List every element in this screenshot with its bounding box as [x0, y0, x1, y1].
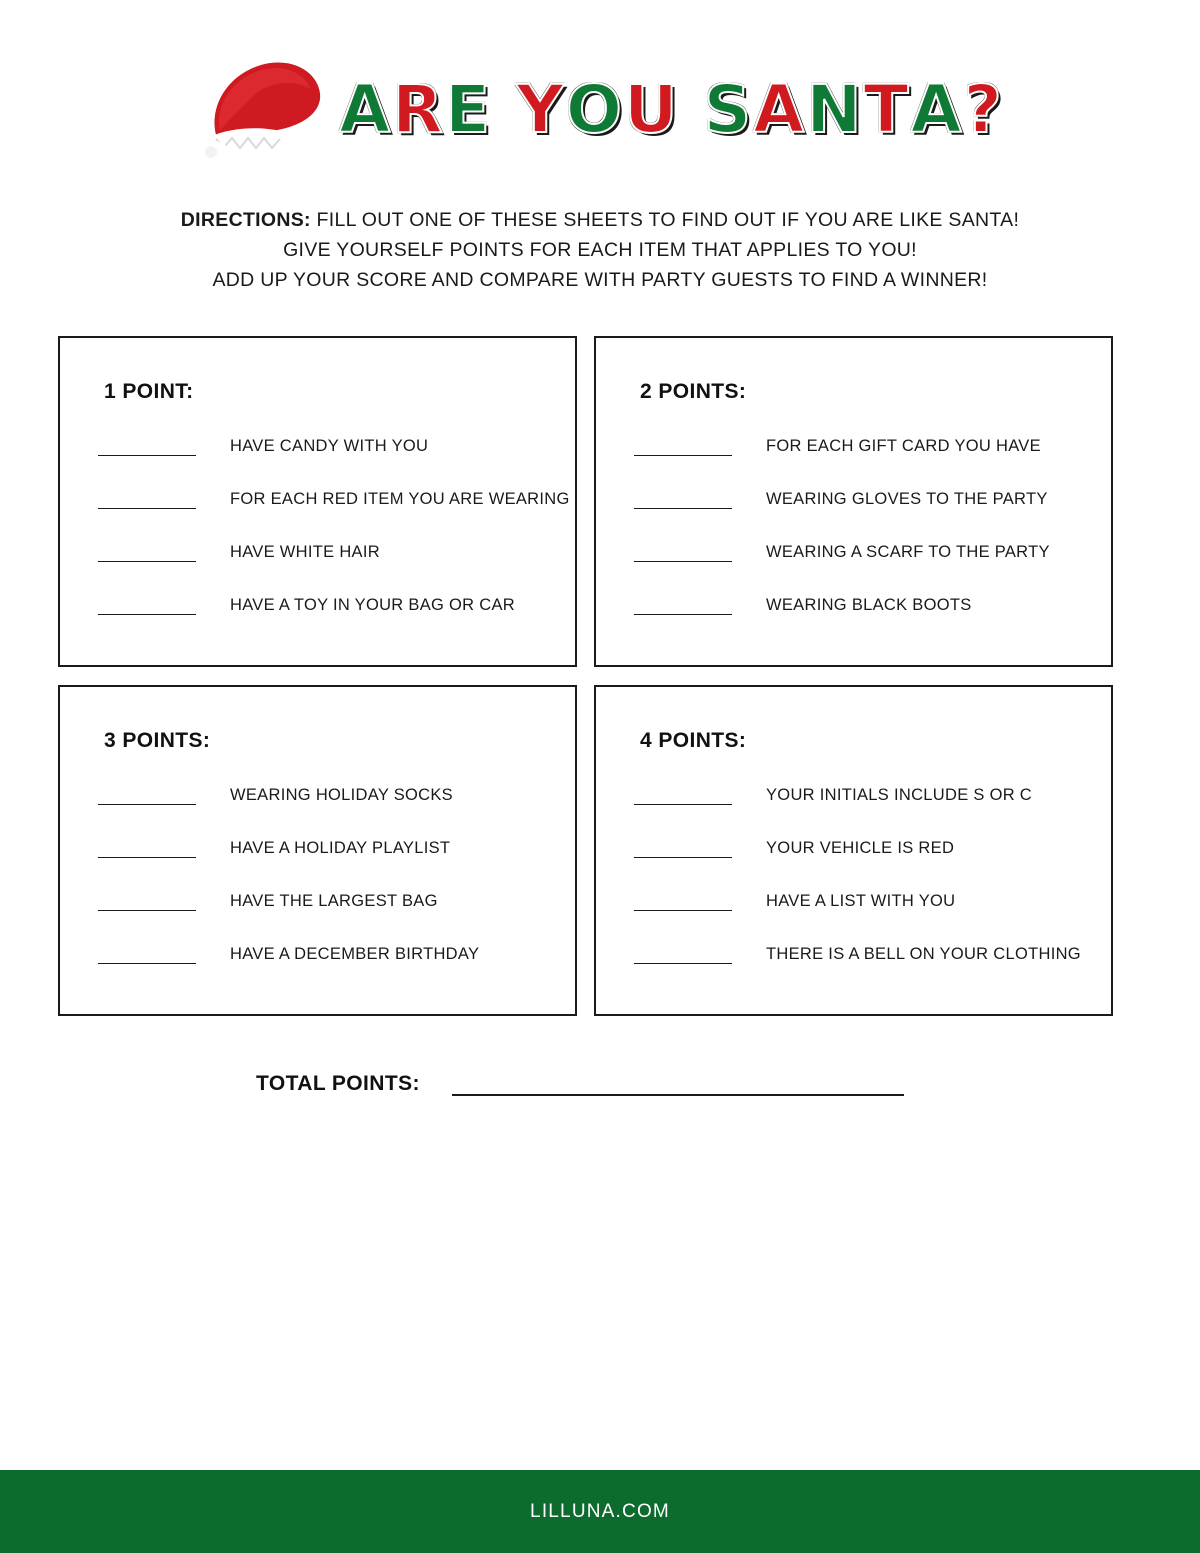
santa-hat-icon	[196, 53, 331, 173]
score-blank-input[interactable]	[98, 892, 196, 911]
score-blank-input[interactable]	[634, 543, 732, 562]
title-letter: A	[753, 71, 807, 148]
list-item-label: FOR EACH RED ITEM YOU ARE WEARING	[230, 490, 570, 508]
score-blank-input[interactable]	[98, 596, 196, 615]
points-card	[594, 336, 1113, 667]
title-letter: E	[445, 71, 493, 148]
total-points-label: TOTAL POINTS:	[256, 1072, 420, 1095]
list-item-label: WEARING GLOVES TO THE PARTY	[766, 490, 1048, 508]
list-item-label: HAVE A DECEMBER BIRTHDAY	[230, 945, 480, 963]
title-letter: R	[392, 71, 445, 148]
score-blank-input[interactable]	[98, 490, 196, 509]
score-blank-input[interactable]	[634, 490, 732, 509]
total-points-input[interactable]	[452, 1072, 904, 1096]
list-item	[98, 822, 561, 875]
list-item	[98, 875, 561, 928]
list-item	[634, 928, 1097, 981]
list-item	[634, 420, 1097, 473]
list-item-label: WEARING HOLIDAY SOCKS	[230, 786, 453, 804]
score-blank-input[interactable]	[634, 839, 732, 858]
list-item	[98, 769, 561, 822]
points-card-grid	[58, 336, 1114, 1016]
title-letter: N	[806, 71, 864, 148]
title-letter: U	[624, 71, 680, 148]
list-item-label: FOR EACH GIFT CARD YOU HAVE	[766, 437, 1041, 455]
card-rows	[634, 769, 1097, 981]
list-item-label: THERE IS A BELL ON YOUR CLOTHING	[766, 945, 1081, 963]
score-blank-input[interactable]	[634, 892, 732, 911]
score-blank-input[interactable]	[634, 437, 732, 456]
page-header	[0, 48, 1200, 178]
directions-line-1-text: FILL OUT ONE OF THESE SHEETS TO FIND OUT IF YOU ARE LIKE SANTA!	[310, 209, 1020, 231]
score-blank-input[interactable]	[98, 543, 196, 562]
page-title	[339, 71, 1004, 148]
list-item-label: WEARING A SCARF TO THE PARTY	[766, 543, 1050, 561]
title-letter: ?	[963, 71, 1004, 148]
list-item	[634, 579, 1097, 632]
list-item-label: HAVE CANDY WITH YOU	[230, 437, 429, 455]
card-title: 2 POINTS:	[640, 380, 747, 403]
title-letter: A	[339, 71, 393, 148]
title-letter: T	[863, 71, 911, 148]
list-item	[98, 420, 561, 473]
score-blank-input[interactable]	[98, 437, 196, 456]
list-item-label: HAVE THE LARGEST BAG	[230, 892, 438, 910]
score-blank-input[interactable]	[98, 945, 196, 964]
list-item-label: WEARING BLACK BOOTS	[766, 596, 972, 614]
score-blank-input[interactable]	[634, 596, 732, 615]
card-title: 3 POINTS:	[104, 729, 211, 752]
list-item-label: HAVE A HOLIDAY PLAYLIST	[230, 839, 451, 857]
list-item	[98, 928, 561, 981]
list-item	[634, 769, 1097, 822]
footer-site-label: LILLUNA.COM	[530, 1500, 670, 1522]
list-item-label: YOUR VEHICLE IS RED	[766, 839, 955, 857]
score-blank-input[interactable]	[634, 786, 732, 805]
points-card	[58, 685, 577, 1016]
list-item-label: HAVE A TOY IN YOUR BAG OR CAR	[230, 596, 516, 614]
score-blank-input[interactable]	[98, 839, 196, 858]
card-rows	[98, 769, 561, 981]
card-title: 4 POINTS:	[640, 729, 747, 752]
directions-block	[0, 205, 1200, 295]
directions-line-3: ADD UP YOUR SCORE AND COMPARE WITH PARTY GUESTS TO FIND A WINNER!	[212, 269, 988, 291]
list-item	[98, 579, 561, 632]
points-card	[594, 685, 1113, 1016]
list-item	[634, 822, 1097, 875]
title-letter: O	[565, 71, 624, 148]
points-card	[58, 336, 577, 667]
list-item	[634, 526, 1097, 579]
card-rows	[98, 420, 570, 632]
list-item-label: YOUR INITIALS INCLUDE S OR C	[766, 786, 1033, 804]
list-item	[634, 875, 1097, 928]
list-item-label: HAVE A LIST WITH YOU	[766, 892, 956, 910]
list-item	[98, 526, 561, 579]
score-blank-input[interactable]	[98, 786, 196, 805]
page-footer	[0, 1470, 1200, 1553]
directions-line-1	[0, 205, 1200, 235]
title-letter: S	[703, 71, 754, 148]
directions-lead: DIRECTIONS:	[180, 209, 311, 231]
title-letter: A	[910, 71, 964, 148]
total-points-row	[58, 1072, 1114, 1096]
list-item	[634, 473, 1097, 526]
title-letter: Y	[516, 71, 566, 148]
card-title: 1 POINT:	[104, 380, 194, 403]
card-rows	[634, 420, 1097, 632]
list-item-label: HAVE WHITE HAIR	[230, 543, 380, 561]
directions-line-2: GIVE YOURSELF POINTS FOR EACH ITEM THAT APPLIES TO YOU!	[283, 239, 917, 261]
list-item	[98, 473, 570, 526]
score-blank-input[interactable]	[634, 945, 732, 964]
